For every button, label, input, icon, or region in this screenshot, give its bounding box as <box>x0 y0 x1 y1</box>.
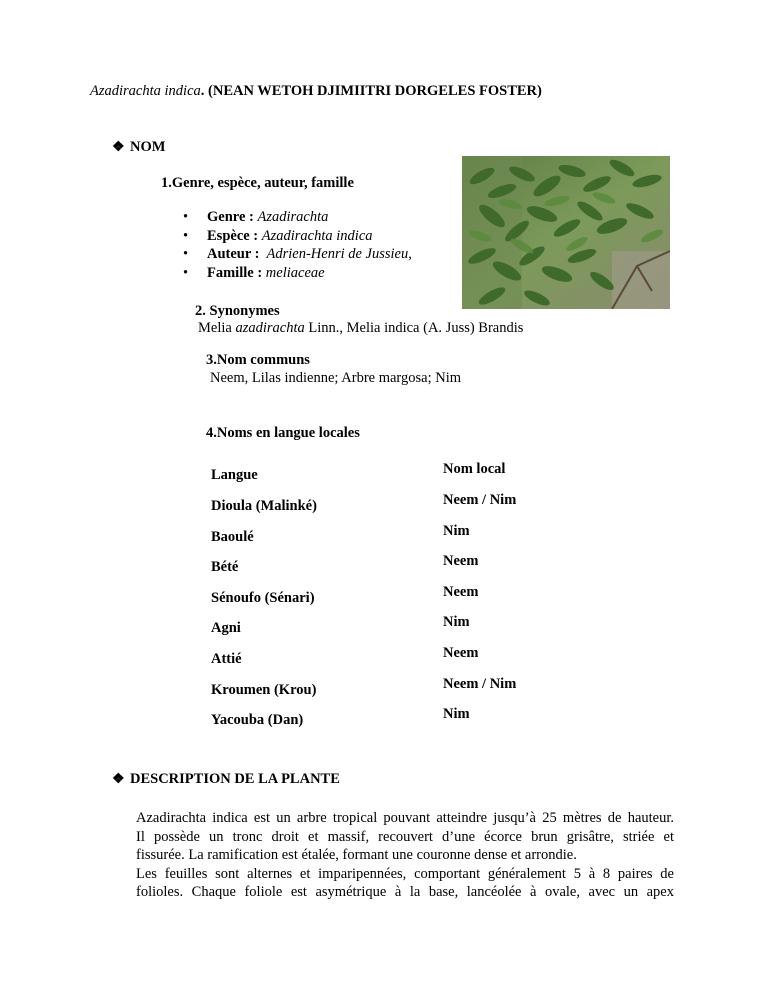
neem-leaf-photo <box>462 156 670 309</box>
taxonomy-label: Genre : <box>207 209 258 225</box>
taxonomy-value: Adrien-Henri de Jussieu, <box>263 246 412 262</box>
cell-nom-local: Nim <box>443 614 470 630</box>
taxonomy-label: Espèce : <box>207 227 262 244</box>
table-row <box>0 676 768 706</box>
bullet-icon: • <box>183 209 189 225</box>
bullet-icon: • <box>183 227 189 244</box>
cell-nom-local: Neem <box>443 584 479 600</box>
paragraph-line: fissurée. La ramification est étalée, formant une couronne dense et arrondie. <box>136 847 577 863</box>
list-item <box>183 227 412 246</box>
synonymes-heading: 2. Synonymes <box>195 303 280 319</box>
leaf-illustration <box>462 156 670 309</box>
taxonomy-value: meliaceae <box>265 264 325 281</box>
cell-nom-local: Nim <box>443 706 470 722</box>
synonymes-value <box>198 320 523 337</box>
section-nom-label: NOM <box>130 139 166 155</box>
title-author: . (NEAN WETOH DJIMIITRI DORGELES FOSTER) <box>200 83 542 99</box>
column-header-nom-local: Nom local <box>443 461 506 477</box>
list-item <box>183 264 412 283</box>
cell-langue: Yacouba (Dan) <box>211 712 304 728</box>
synonym-italic: azadirachta <box>235 320 305 336</box>
paragraph-line: Les feuilles sont alternes et imparipennées, comportant généralement 5 à 8 paires de <box>136 865 674 882</box>
paragraph-line: folioles. Chaque foliole est asymétrique à la base, lancéolée à ovale, avec un apex <box>136 884 674 900</box>
cell-langue: Sénoufo (Sénari) <box>211 590 315 606</box>
diamond-bullet-icon: ❖ <box>112 140 125 155</box>
taxonomy-list <box>183 208 412 282</box>
cell-langue: Agni <box>211 620 241 636</box>
section-description-label: DESCRIPTION DE LA PLANTE <box>130 771 340 787</box>
cell-langue: Kroumen (Krou) <box>211 682 317 698</box>
section-heading-nom <box>112 139 165 156</box>
cell-nom-local: Neem <box>443 553 479 569</box>
taxonomy-label: Auteur : <box>207 246 264 262</box>
column-header-langue: Langue <box>211 467 258 483</box>
title-scientific-name: Azadirachta indica <box>90 83 201 99</box>
section-heading-description <box>112 771 340 788</box>
taxonomy-value: Azadirachta indica <box>261 227 373 244</box>
list-item <box>183 245 412 264</box>
table-row <box>0 584 768 614</box>
cell-nom-local: Neem / Nim <box>443 676 517 692</box>
cell-langue: Attié <box>211 651 242 667</box>
cell-nom-local: Neem / Nim <box>443 492 517 508</box>
paragraph-line: Azadirachta indica est un arbre tropical pouvant atteindre jusqu’à 25 mètres de hauteur. <box>136 810 674 826</box>
cell-langue: Baoulé <box>211 529 254 545</box>
table-row <box>0 645 768 675</box>
cell-langue: Dioula (Malinké) <box>211 498 317 514</box>
noms-locaux-heading: 4.Noms en langue locales <box>206 425 360 441</box>
table-header-row <box>0 461 768 491</box>
table-row <box>0 492 768 522</box>
paragraph-line: Il possède un tronc droit et massif, recouvert d’une écorce brun grisâtre, striée et <box>136 828 674 845</box>
table-row <box>0 523 768 553</box>
taxonomy-label: Famille : <box>207 264 266 281</box>
subsection-genre-heading: 1.Genre, espèce, auteur, famille <box>161 175 354 191</box>
description-paragraph <box>136 809 674 902</box>
list-item <box>183 208 412 227</box>
bullet-icon: • <box>183 246 189 262</box>
document-title <box>90 83 542 100</box>
table-row <box>0 614 768 644</box>
cell-nom-local: Nim <box>443 523 470 539</box>
cell-langue: Bété <box>211 559 239 575</box>
noms-communs-value: Neem, Lilas indienne; Arbre margosa; Nim <box>210 370 462 386</box>
cell-nom-local: Neem <box>443 645 479 661</box>
synonym-suffix: Linn., Melia indica (A. Juss) Brandis <box>304 320 524 336</box>
synonym-prefix: Melia <box>198 320 236 336</box>
bullet-icon: • <box>183 264 189 281</box>
taxonomy-value: Azadirachta <box>257 209 329 225</box>
table-row <box>0 706 768 736</box>
table-row <box>0 553 768 583</box>
diamond-bullet-icon: ❖ <box>112 772 125 787</box>
noms-communs-heading: 3.Nom communs <box>206 352 310 368</box>
